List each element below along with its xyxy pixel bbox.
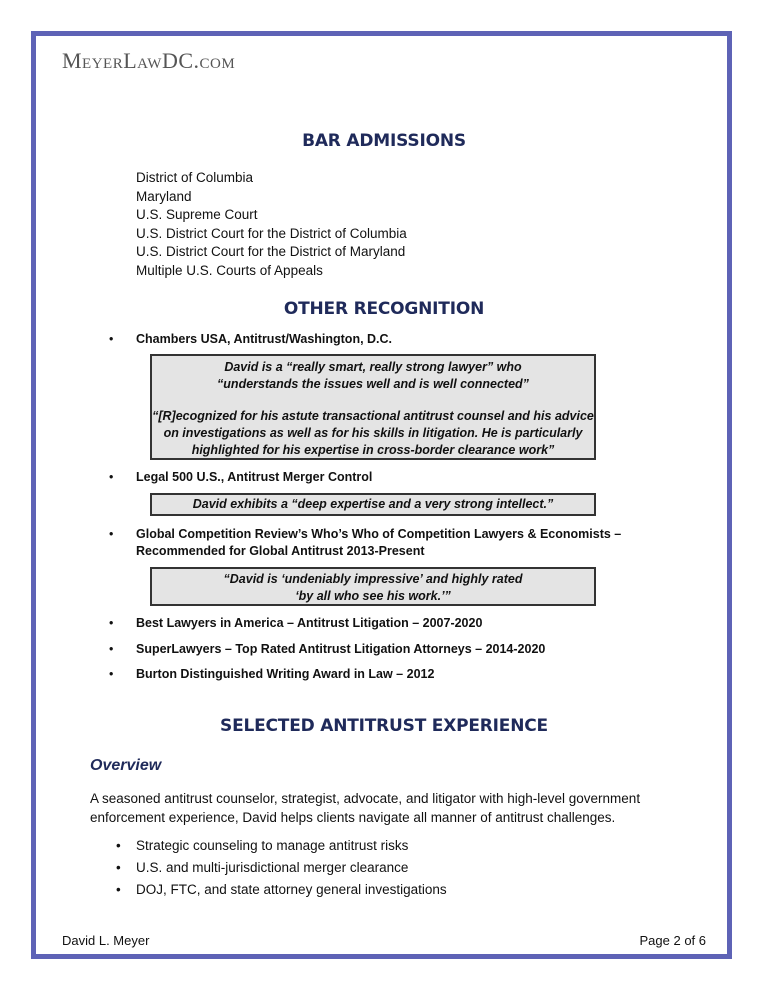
recognition-best-lawyers-label: Best Lawyers in America – Antitrust Litigation – 2007-2020 xyxy=(136,616,483,630)
footer-page-number: Page 2 of 6 xyxy=(639,933,706,948)
list-item: District of Columbia xyxy=(136,170,254,185)
experience-heading: SELECTED ANTITRUST EXPERIENCE xyxy=(220,716,548,736)
recognition-chambers-label: Chambers USA, Antitrust/Washington, D.C. xyxy=(136,332,393,346)
list-item: U.S. District Court for the District of Maryland xyxy=(136,244,406,259)
recognition-burton-label: Burton Distinguished Writing Award in Law – 2012 xyxy=(136,667,435,681)
quote-line: ‘by all who see his work.’” xyxy=(295,589,451,603)
bar-admissions-heading: BAR ADMISSIONS xyxy=(302,131,466,151)
quote-line: on investigations as well as for his skills in litigation. He is particularly xyxy=(163,426,583,440)
experience-bullets xyxy=(136,835,447,901)
gcr-quote-box xyxy=(150,567,596,606)
legal500-quote-box xyxy=(150,493,596,516)
site-logo xyxy=(62,48,235,74)
quote-line: David exhibits a “deep expertise and a very strong intellect.” xyxy=(192,497,554,511)
recognition-superlawyers-label: SuperLawyers – Top Rated Antitrust Litigation Attorneys – 2014-2020 xyxy=(136,642,546,656)
recognition-legal500-label: Legal 500 U.S., Antitrust Merger Control xyxy=(136,470,373,484)
list-item: Multiple U.S. Courts of Appeals xyxy=(136,262,323,278)
overview-text: A seasoned antitrust counselor, strategist, advocate, and litigator with high-level government enforcement experience, David helps clients navigate all manner of antitrust challenges. xyxy=(90,791,641,825)
list-item: U.S. Supreme Court xyxy=(136,207,258,222)
list-item: Maryland xyxy=(136,188,192,204)
recognition-gcr-line1: Global Competition Review’s Who’s Who of Competition Lawyers & Economists – xyxy=(136,527,622,541)
list-item: • DOJ, FTC, and state attorney general investigations xyxy=(136,879,447,901)
overview-heading: Overview xyxy=(90,757,162,774)
quote-line: “[R]ecognized for his astute transactional antitrust counsel and his advice xyxy=(152,409,594,423)
quote-line: “understands the issues well and is well connected” xyxy=(217,377,529,391)
quote-line: David is a “really smart, really strong lawyer” who xyxy=(224,360,522,374)
chambers-quote-box xyxy=(150,354,596,460)
other-recognition-heading: OTHER RECOGNITION xyxy=(283,299,485,319)
list-item: • U.S. and multi-jurisdictional merger clearance xyxy=(136,857,447,879)
list-item: U.S. District Court for the District of Columbia xyxy=(136,225,407,241)
quote-line: highlighted for his expertise in cross-border clearance work” xyxy=(191,443,555,457)
logo-text: MeyerLawDC.com xyxy=(62,48,236,73)
quote-line: “David is ‘undeniably impressive’ and highly rated xyxy=(223,572,523,586)
bar-admissions-list xyxy=(136,169,407,280)
list-item: • Strategic counseling to manage antitrust risks xyxy=(136,835,447,857)
footer-author: David L. Meyer xyxy=(62,933,150,948)
recognition-gcr-line2: Recommended for Global Antitrust 2013-Present xyxy=(136,544,425,558)
